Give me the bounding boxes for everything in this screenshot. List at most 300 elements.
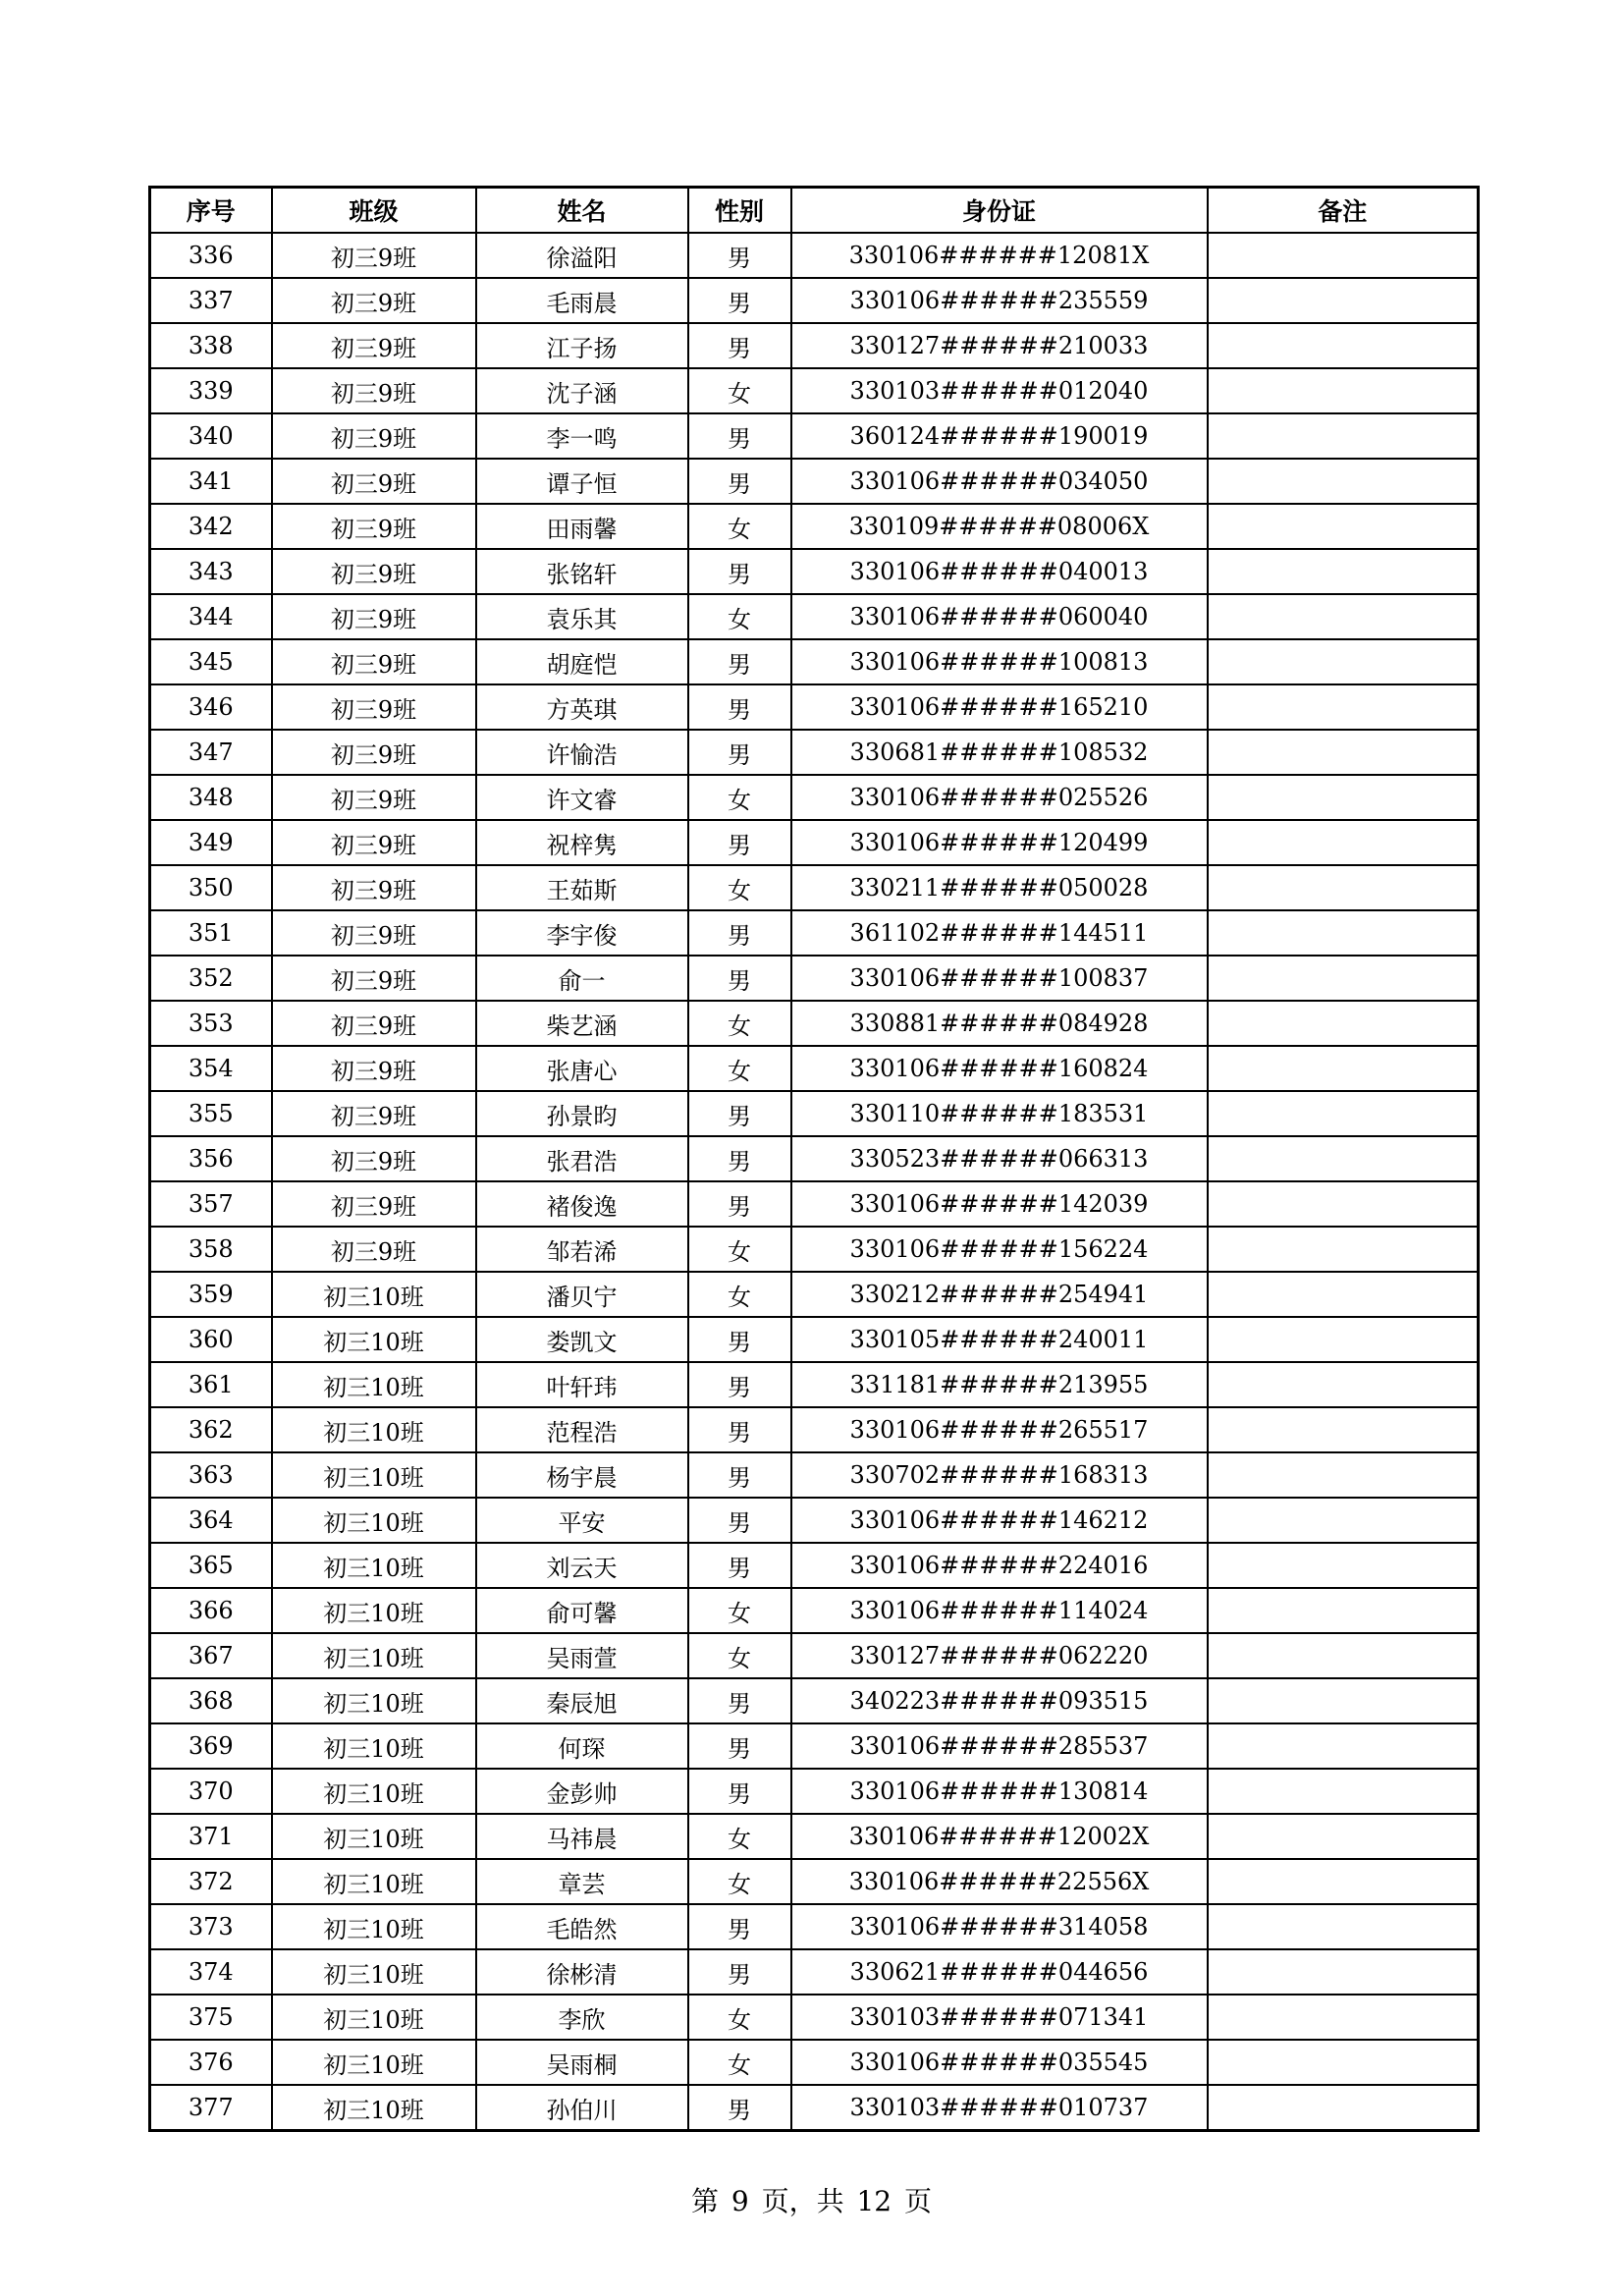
cell-gender: 女 [688, 1272, 791, 1317]
cell-id-number: 330106######224016 [791, 1543, 1208, 1588]
cell-remarks [1208, 730, 1479, 775]
cell-gender: 男 [688, 1362, 791, 1407]
cell-gender: 男 [688, 1678, 791, 1723]
cell-gender: 男 [688, 233, 791, 278]
cell-index: 348 [150, 775, 272, 820]
table-row [150, 368, 1479, 413]
cell-gender: 女 [688, 594, 791, 639]
cell-name: 褚俊逸 [476, 1181, 688, 1227]
cell-gender: 女 [688, 504, 791, 549]
cell-remarks [1208, 1181, 1479, 1227]
cell-remarks [1208, 956, 1479, 1001]
cell-index: 355 [150, 1091, 272, 1136]
cell-remarks [1208, 1949, 1479, 1995]
cell-id-number: 330702######168313 [791, 1452, 1208, 1498]
cell-index: 345 [150, 639, 272, 684]
cell-remarks [1208, 1136, 1479, 1181]
header-class: 班级 [272, 188, 476, 234]
cell-gender: 男 [688, 730, 791, 775]
cell-class: 初三10班 [272, 1769, 476, 1814]
cell-index: 336 [150, 233, 272, 278]
cell-gender: 女 [688, 1588, 791, 1633]
header-row [150, 188, 1479, 234]
cell-class: 初三9班 [272, 910, 476, 956]
cell-name: 娄凯文 [476, 1317, 688, 1362]
table-row [150, 1362, 1479, 1407]
cell-remarks [1208, 1407, 1479, 1452]
cell-remarks [1208, 2085, 1479, 2131]
cell-name: 平安 [476, 1498, 688, 1543]
cell-class: 初三10班 [272, 1452, 476, 1498]
cell-id-number: 330621######044656 [791, 1949, 1208, 1995]
cell-name: 徐溢阳 [476, 233, 688, 278]
table-row [150, 1136, 1479, 1181]
cell-remarks [1208, 820, 1479, 865]
cell-remarks [1208, 1272, 1479, 1317]
cell-class: 初三9班 [272, 1136, 476, 1181]
cell-gender: 男 [688, 1452, 791, 1498]
cell-id-number: 331181######213955 [791, 1362, 1208, 1407]
header-name: 姓名 [476, 188, 688, 234]
cell-gender: 女 [688, 1814, 791, 1859]
cell-remarks [1208, 1723, 1479, 1769]
table-row [150, 459, 1479, 504]
cell-index: 342 [150, 504, 272, 549]
cell-index: 344 [150, 594, 272, 639]
header-gender: 性别 [688, 188, 791, 234]
cell-class: 初三9班 [272, 594, 476, 639]
cell-index: 370 [150, 1769, 272, 1814]
cell-index: 372 [150, 1859, 272, 1904]
cell-gender: 女 [688, 865, 791, 910]
table-row [150, 594, 1479, 639]
cell-index: 375 [150, 1995, 272, 2040]
cell-gender: 男 [688, 459, 791, 504]
cell-class: 初三10班 [272, 2040, 476, 2085]
table-row [150, 639, 1479, 684]
cell-remarks [1208, 278, 1479, 323]
cell-gender: 男 [688, 1091, 791, 1136]
cell-gender: 女 [688, 1227, 791, 1272]
table-row [150, 323, 1479, 368]
cell-name: 叶轩玮 [476, 1362, 688, 1407]
cell-gender: 男 [688, 1543, 791, 1588]
cell-index: 366 [150, 1588, 272, 1633]
cell-name: 秦辰旭 [476, 1678, 688, 1723]
cell-name: 祝梓隽 [476, 820, 688, 865]
cell-remarks [1208, 1769, 1479, 1814]
table-row [150, 1814, 1479, 1859]
cell-gender: 女 [688, 775, 791, 820]
cell-id-number: 330109######08006X [791, 504, 1208, 549]
cell-remarks [1208, 549, 1479, 594]
cell-class: 初三9班 [272, 684, 476, 730]
cell-class: 初三10班 [272, 1859, 476, 1904]
cell-index: 357 [150, 1181, 272, 1227]
cell-id-number: 360124######190019 [791, 413, 1208, 459]
table-body [150, 233, 1479, 2131]
table-header [150, 188, 1479, 234]
table-row [150, 910, 1479, 956]
table-row [150, 2040, 1479, 2085]
cell-id-number: 330106######160824 [791, 1046, 1208, 1091]
cell-index: 338 [150, 323, 272, 368]
cell-gender: 男 [688, 1181, 791, 1227]
table-row [150, 1543, 1479, 1588]
cell-gender: 女 [688, 1995, 791, 2040]
cell-id-number: 330106######165210 [791, 684, 1208, 730]
cell-remarks [1208, 1904, 1479, 1949]
cell-index: 347 [150, 730, 272, 775]
cell-index: 358 [150, 1227, 272, 1272]
cell-id-number: 330881######084928 [791, 1001, 1208, 1046]
cell-gender: 男 [688, 684, 791, 730]
table-row [150, 1678, 1479, 1723]
table-row [150, 956, 1479, 1001]
cell-id-number: 330127######062220 [791, 1633, 1208, 1678]
cell-remarks [1208, 684, 1479, 730]
cell-index: 368 [150, 1678, 272, 1723]
page-footer: 第 9 页，共 12 页 [690, 2185, 933, 2217]
cell-class: 初三9班 [272, 233, 476, 278]
cell-class: 初三10班 [272, 1362, 476, 1407]
cell-class: 初三10班 [272, 2085, 476, 2131]
cell-gender: 男 [688, 549, 791, 594]
cell-index: 352 [150, 956, 272, 1001]
cell-name: 俞一 [476, 956, 688, 1001]
cell-remarks [1208, 1046, 1479, 1091]
cell-remarks [1208, 639, 1479, 684]
cell-gender: 女 [688, 1046, 791, 1091]
cell-name: 许文睿 [476, 775, 688, 820]
cell-class: 初三9班 [272, 1091, 476, 1136]
cell-index: 343 [150, 549, 272, 594]
cell-index: 363 [150, 1452, 272, 1498]
table-row [150, 1181, 1479, 1227]
header-index: 序号 [150, 188, 272, 234]
cell-class: 初三10班 [272, 1949, 476, 1995]
cell-name: 沈子涵 [476, 368, 688, 413]
cell-id-number: 340223######093515 [791, 1678, 1208, 1723]
cell-id-number: 330106######060040 [791, 594, 1208, 639]
student-roster-table [148, 186, 1480, 2132]
cell-id-number: 330110######183531 [791, 1091, 1208, 1136]
cell-name: 田雨馨 [476, 504, 688, 549]
cell-id-number: 330106######120499 [791, 820, 1208, 865]
cell-id-number: 330105######240011 [791, 1317, 1208, 1362]
table-row [150, 1723, 1479, 1769]
cell-name: 潘贝宁 [476, 1272, 688, 1317]
cell-id-number: 330106######314058 [791, 1904, 1208, 1949]
table-row [150, 1272, 1479, 1317]
cell-name: 王茹斯 [476, 865, 688, 910]
cell-gender: 女 [688, 368, 791, 413]
table-row [150, 775, 1479, 820]
cell-name: 毛皓然 [476, 1904, 688, 1949]
cell-index: 373 [150, 1904, 272, 1949]
header-id-number: 身份证 [791, 188, 1208, 234]
cell-remarks [1208, 1859, 1479, 1904]
cell-name: 柴艺涵 [476, 1001, 688, 1046]
cell-class: 初三9班 [272, 865, 476, 910]
cell-remarks [1208, 1091, 1479, 1136]
cell-index: 356 [150, 1136, 272, 1181]
cell-name: 孙伯川 [476, 2085, 688, 2131]
cell-id-number: 330106######130814 [791, 1769, 1208, 1814]
table-row [150, 820, 1479, 865]
cell-gender: 女 [688, 1633, 791, 1678]
cell-index: 350 [150, 865, 272, 910]
table-row [150, 2085, 1479, 2131]
cell-name: 吴雨萱 [476, 1633, 688, 1678]
cell-class: 初三9班 [272, 459, 476, 504]
cell-remarks [1208, 865, 1479, 910]
cell-remarks [1208, 1498, 1479, 1543]
table-row [150, 1317, 1479, 1362]
cell-index: 377 [150, 2085, 272, 2131]
cell-index: 354 [150, 1046, 272, 1091]
cell-gender: 男 [688, 1904, 791, 1949]
cell-gender: 女 [688, 2040, 791, 2085]
table-row [150, 1995, 1479, 2040]
cell-gender: 男 [688, 1498, 791, 1543]
cell-index: 346 [150, 684, 272, 730]
cell-name: 孙景昀 [476, 1091, 688, 1136]
table-row [150, 1452, 1479, 1498]
cell-gender: 男 [688, 2085, 791, 2131]
cell-id-number: 330106######100813 [791, 639, 1208, 684]
header-remarks: 备注 [1208, 188, 1479, 234]
cell-gender: 男 [688, 1317, 791, 1362]
cell-remarks [1208, 459, 1479, 504]
table-row [150, 1949, 1479, 1995]
table-row [150, 549, 1479, 594]
table-row [150, 1498, 1479, 1543]
cell-index: 349 [150, 820, 272, 865]
cell-remarks [1208, 1227, 1479, 1272]
cell-class: 初三9班 [272, 956, 476, 1001]
cell-class: 初三9班 [272, 413, 476, 459]
cell-name: 毛雨晨 [476, 278, 688, 323]
cell-name: 袁乐其 [476, 594, 688, 639]
cell-gender: 男 [688, 1723, 791, 1769]
cell-class: 初三9班 [272, 1046, 476, 1091]
cell-index: 337 [150, 278, 272, 323]
cell-remarks [1208, 1995, 1479, 2040]
cell-class: 初三10班 [272, 1498, 476, 1543]
cell-name: 杨宇晨 [476, 1452, 688, 1498]
cell-remarks [1208, 1543, 1479, 1588]
table-row [150, 1588, 1479, 1633]
cell-class: 初三9班 [272, 504, 476, 549]
cell-index: 340 [150, 413, 272, 459]
cell-class: 初三10班 [272, 1633, 476, 1678]
cell-id-number: 330103######012040 [791, 368, 1208, 413]
cell-index: 369 [150, 1723, 272, 1769]
cell-id-number: 330106######285537 [791, 1723, 1208, 1769]
table-row [150, 1001, 1479, 1046]
cell-id-number: 330103######071341 [791, 1995, 1208, 2040]
cell-gender: 男 [688, 278, 791, 323]
cell-name: 谭子恒 [476, 459, 688, 504]
cell-name: 许愉浩 [476, 730, 688, 775]
cell-gender: 男 [688, 323, 791, 368]
cell-name: 邹若浠 [476, 1227, 688, 1272]
cell-id-number: 330103######010737 [791, 2085, 1208, 2131]
cell-class: 初三9班 [272, 278, 476, 323]
cell-remarks [1208, 1317, 1479, 1362]
cell-remarks [1208, 1588, 1479, 1633]
cell-gender: 男 [688, 956, 791, 1001]
cell-gender: 男 [688, 910, 791, 956]
cell-name: 胡庭恺 [476, 639, 688, 684]
cell-name: 徐彬清 [476, 1949, 688, 1995]
cell-class: 初三9班 [272, 730, 476, 775]
cell-class: 初三10班 [272, 1723, 476, 1769]
cell-id-number: 330106######12002X [791, 1814, 1208, 1859]
cell-remarks [1208, 323, 1479, 368]
cell-index: 339 [150, 368, 272, 413]
cell-class: 初三9班 [272, 775, 476, 820]
cell-remarks [1208, 1452, 1479, 1498]
cell-id-number: 330106######12081X [791, 233, 1208, 278]
cell-index: 371 [150, 1814, 272, 1859]
cell-class: 初三10班 [272, 1995, 476, 2040]
cell-name: 李欣 [476, 1995, 688, 2040]
cell-name: 江子扬 [476, 323, 688, 368]
cell-name: 吴雨桐 [476, 2040, 688, 2085]
cell-index: 374 [150, 1949, 272, 1995]
cell-index: 376 [150, 2040, 272, 2085]
cell-name: 方英琪 [476, 684, 688, 730]
cell-remarks [1208, 1678, 1479, 1723]
cell-index: 360 [150, 1317, 272, 1362]
table-row [150, 1407, 1479, 1452]
cell-name: 张唐心 [476, 1046, 688, 1091]
cell-id-number: 330127######210033 [791, 323, 1208, 368]
cell-remarks [1208, 1814, 1479, 1859]
cell-gender: 男 [688, 413, 791, 459]
cell-gender: 男 [688, 1407, 791, 1452]
cell-id-number: 330681######108532 [791, 730, 1208, 775]
cell-id-number: 330106######265517 [791, 1407, 1208, 1452]
cell-remarks [1208, 233, 1479, 278]
table-row [150, 684, 1479, 730]
cell-class: 初三10班 [272, 1317, 476, 1362]
cell-remarks [1208, 775, 1479, 820]
cell-id-number: 330106######156224 [791, 1227, 1208, 1272]
cell-gender: 男 [688, 820, 791, 865]
cell-class: 初三10班 [272, 1588, 476, 1633]
cell-remarks [1208, 413, 1479, 459]
cell-id-number: 330523######066313 [791, 1136, 1208, 1181]
cell-remarks [1208, 368, 1479, 413]
cell-index: 364 [150, 1498, 272, 1543]
table-row [150, 730, 1479, 775]
cell-remarks [1208, 1633, 1479, 1678]
cell-name: 金彭帅 [476, 1769, 688, 1814]
table-row [150, 1227, 1479, 1272]
cell-class: 初三10班 [272, 1272, 476, 1317]
cell-name: 刘云天 [476, 1543, 688, 1588]
table-row [150, 865, 1479, 910]
table-row [150, 413, 1479, 459]
cell-name: 俞可馨 [476, 1588, 688, 1633]
cell-index: 367 [150, 1633, 272, 1678]
table-row [150, 233, 1479, 278]
cell-id-number: 330106######040013 [791, 549, 1208, 594]
cell-remarks [1208, 1362, 1479, 1407]
cell-name: 何琛 [476, 1723, 688, 1769]
cell-class: 初三9班 [272, 820, 476, 865]
cell-name: 章芸 [476, 1859, 688, 1904]
cell-index: 341 [150, 459, 272, 504]
cell-remarks [1208, 1001, 1479, 1046]
cell-class: 初三9班 [272, 1227, 476, 1272]
cell-name: 马祎晨 [476, 1814, 688, 1859]
cell-id-number: 330106######035545 [791, 2040, 1208, 2085]
cell-remarks [1208, 504, 1479, 549]
table-row [150, 1046, 1479, 1091]
cell-name: 李宇俊 [476, 910, 688, 956]
cell-gender: 男 [688, 1949, 791, 1995]
cell-class: 初三9班 [272, 1001, 476, 1046]
table-row [150, 1633, 1479, 1678]
cell-index: 359 [150, 1272, 272, 1317]
cell-class: 初三10班 [272, 1407, 476, 1452]
cell-gender: 男 [688, 1136, 791, 1181]
cell-class: 初三9班 [272, 368, 476, 413]
cell-index: 361 [150, 1362, 272, 1407]
cell-id-number: 330106######114024 [791, 1588, 1208, 1633]
cell-class: 初三10班 [272, 1814, 476, 1859]
cell-id-number: 330106######235559 [791, 278, 1208, 323]
cell-class: 初三9班 [272, 1181, 476, 1227]
table-row [150, 1859, 1479, 1904]
cell-gender: 男 [688, 639, 791, 684]
cell-id-number: 330212######254941 [791, 1272, 1208, 1317]
cell-class: 初三9班 [272, 639, 476, 684]
cell-remarks [1208, 910, 1479, 956]
cell-name: 范程浩 [476, 1407, 688, 1452]
cell-gender: 男 [688, 1769, 791, 1814]
cell-id-number: 330106######142039 [791, 1181, 1208, 1227]
cell-index: 365 [150, 1543, 272, 1588]
table-row [150, 1904, 1479, 1949]
cell-name: 张君浩 [476, 1136, 688, 1181]
table-row [150, 278, 1479, 323]
cell-id-number: 330106######025526 [791, 775, 1208, 820]
cell-name: 李一鸣 [476, 413, 688, 459]
cell-class: 初三10班 [272, 1543, 476, 1588]
cell-index: 362 [150, 1407, 272, 1452]
cell-gender: 女 [688, 1001, 791, 1046]
cell-index: 351 [150, 910, 272, 956]
cell-class: 初三9班 [272, 323, 476, 368]
cell-id-number: 330106######034050 [791, 459, 1208, 504]
cell-class: 初三10班 [272, 1678, 476, 1723]
cell-id-number: 330106######22556X [791, 1859, 1208, 1904]
cell-name: 张铭轩 [476, 549, 688, 594]
table-row [150, 1769, 1479, 1814]
cell-gender: 女 [688, 1859, 791, 1904]
table-row [150, 1091, 1479, 1136]
table-row [150, 504, 1479, 549]
cell-class: 初三9班 [272, 549, 476, 594]
cell-id-number: 330106######100837 [791, 956, 1208, 1001]
cell-id-number: 361102######144511 [791, 910, 1208, 956]
cell-index: 353 [150, 1001, 272, 1046]
